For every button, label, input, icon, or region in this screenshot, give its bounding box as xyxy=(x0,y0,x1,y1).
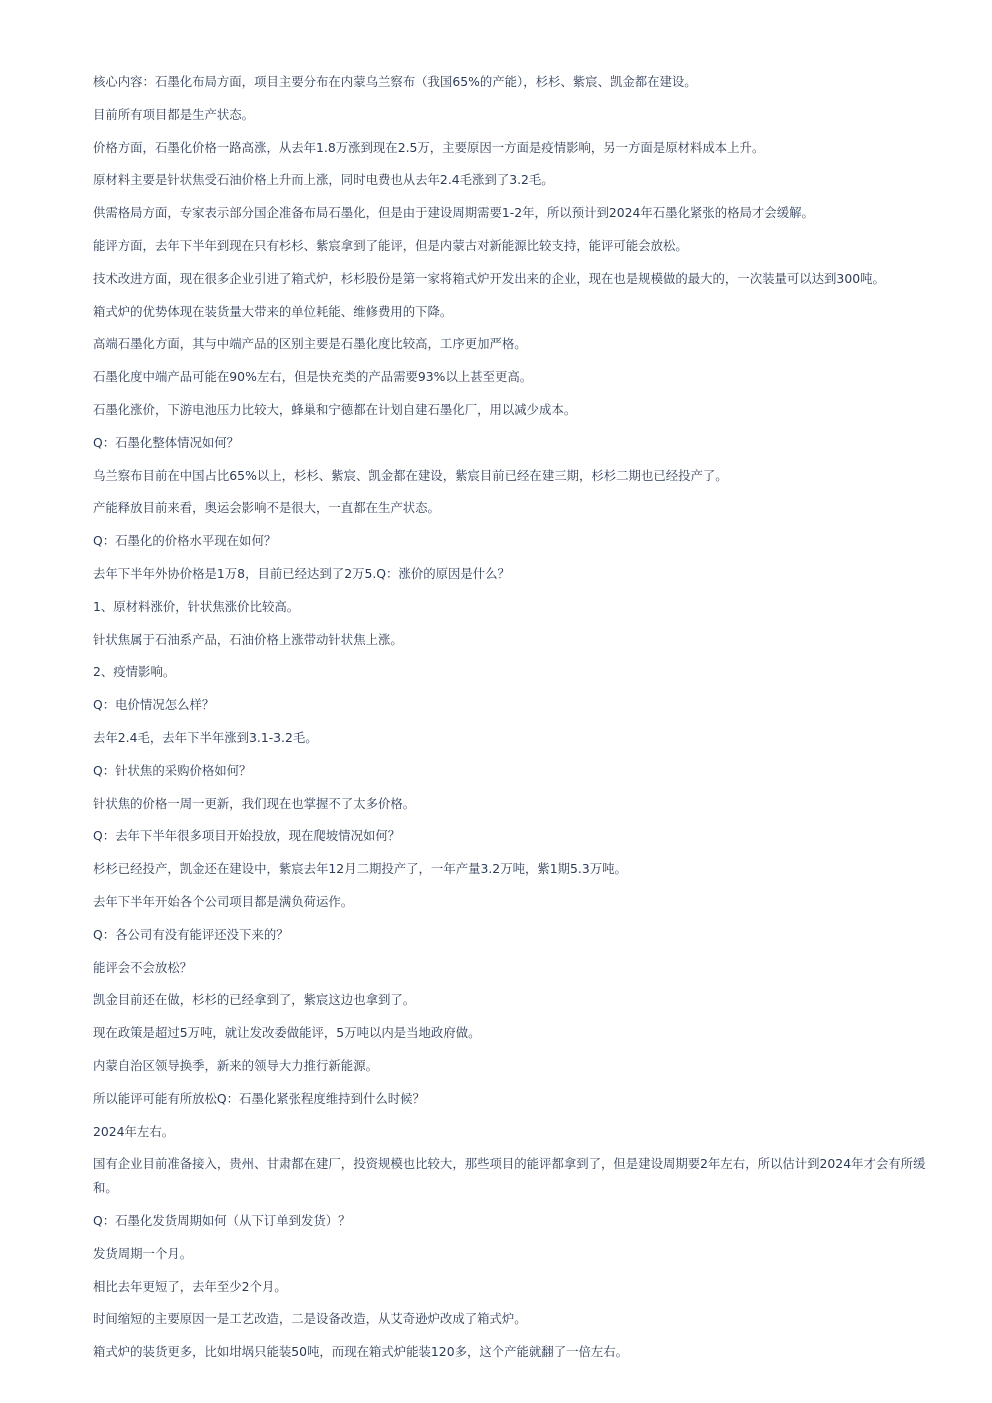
paragraph: 现在政策是超过5万吨，就让发改委做能评，5万吨以内是当地政府做。 xyxy=(93,1025,481,1041)
paragraph: 箱式炉的优势体现在装货量大带来的单位耗能、维修费用的下降。 xyxy=(93,303,453,319)
question: Q：石墨化发货周期如何（从下订单到发货）？ xyxy=(93,1213,351,1229)
paragraph: 乌兰察布目前在中国占比65%以上，杉杉、紫宸、凯金都在建设，紫宸目前已经在建三期，杉杉二期也已经投产了。 xyxy=(93,467,728,483)
document-body xyxy=(93,70,943,1373)
paragraph: 原材料主要是针状焦受石油价格上升而上涨，同时电费也从去年2.4毛涨到了3.2毛。 xyxy=(93,172,554,188)
paragraph: 产能释放目前来看，奥运会影响不是很大，一直都在生产状态。 xyxy=(93,500,440,516)
paragraph: 时间缩短的主要原因一是工艺改造，二是设备改造，从艾奇逊炉改成了箱式炉。 xyxy=(93,1311,527,1327)
question: Q：电价情况怎么样？ xyxy=(93,697,215,713)
paragraph: 1、原材料涨价，针状焦涨价比较高。 xyxy=(93,598,300,614)
paragraph: 能评方面，去年下半年到现在只有杉杉、紫宸拿到了能评，但是内蒙古对新能源比较支持，能评可能会放松。 xyxy=(93,237,688,253)
paragraph: 2024年左右。 xyxy=(93,1123,175,1139)
paragraph: 发货周期一个月。 xyxy=(93,1245,193,1261)
paragraph: 去年2.4毛，去年下半年涨到3.1-3.2毛。 xyxy=(93,729,318,745)
question: Q：各公司有没有能评还没下来的？ xyxy=(93,926,289,942)
paragraph: 去年下半年开始各个公司项目都是满负荷运作。 xyxy=(93,893,354,909)
paragraph: 箱式炉的装货更多，比如坩埚只能装50吨，而现在箱式炉能装120多，这个产能就翻了一倍左右。 xyxy=(93,1344,629,1360)
paragraph: 针状焦属于石油系产品，石油价格上涨带动针状焦上涨。 xyxy=(93,631,403,647)
paragraph: 石墨化度中端产品可能在90%左右，但是快充类的产品需要93%以上甚至更高。 xyxy=(93,369,533,385)
question: Q：去年下半年很多项目开始投放，现在爬坡情况如何？ xyxy=(93,828,401,844)
paragraph: 内蒙自治区领导换季，新来的领导大力推行新能源。 xyxy=(93,1057,378,1073)
paragraph: 杉杉已经投产，凯金还在建设中，紫宸去年12月二期投产了，一年产量3.2万吨，紫1期5.3万吨。 xyxy=(93,861,627,877)
paragraph: 能评会不会放松？ xyxy=(93,959,193,975)
paragraph: 2、疫情影响。 xyxy=(93,664,176,680)
paragraph: 国有企业目前准备接入，贵州、甘肃都在建厂，投资规模也比较大，那些项目的能评都拿到了，但是建设周期要2年左右，所以估计到2024年才会有所缓和。 xyxy=(93,1156,926,1196)
question: Q：石墨化的价格水平现在如何？ xyxy=(93,533,277,549)
question: Q：石墨化整体情况如何？ xyxy=(93,434,240,450)
paragraph: 针状焦的价格一周一更新，我们现在也掌握不了太多价格。 xyxy=(93,795,416,811)
paragraph: 高端石墨化方面，其与中端产品的区别主要是石墨化度比较高，工序更加严格。 xyxy=(93,336,527,352)
question: Q：针状焦的采购价格如何？ xyxy=(93,762,252,778)
paragraph: 价格方面，石墨化价格一路高涨，从去年1.8万涨到现在2.5万，主要原因一方面是疫情影响，另一方面是原材料成本上升。 xyxy=(93,139,765,155)
paragraph: 凯金目前还在做，杉杉的已经拿到了，紫宸这边也拿到了。 xyxy=(93,992,416,1008)
paragraph: 目前所有项目都是生产状态。 xyxy=(93,106,255,122)
paragraph: 所以能评可能有所放松Q：石墨化紧张程度维持到什么时候？ xyxy=(93,1090,425,1106)
paragraph: 供需格局方面，专家表示部分国企准备布局石墨化，但是由于建设周期需要1-2年，所以预计到2024年石墨化紧张的格局才会缓解。 xyxy=(93,205,814,221)
paragraph: 技术改进方面，现在很多企业引进了箱式炉，杉杉股份是第一家将箱式炉开发出来的企业，现在也是规模做的最大的，一次装量可以达到300吨。 xyxy=(93,270,885,286)
paragraph: 相比去年更短了，去年至少2个月。 xyxy=(93,1278,287,1294)
paragraph: 石墨化涨价，下游电池压力比较大，蜂巢和宁德都在计划自建石墨化厂，用以减少成本。 xyxy=(93,401,577,417)
paragraph: 核心内容：石墨化布局方面，项目主要分布在内蒙乌兰察布（我国65%的产能），杉杉、紫宸、凯金都在建设。 xyxy=(93,74,697,89)
paragraph: 去年下半年外协价格是1万8，目前已经达到了2万5.Q：涨价的原因是什么？ xyxy=(93,565,510,581)
